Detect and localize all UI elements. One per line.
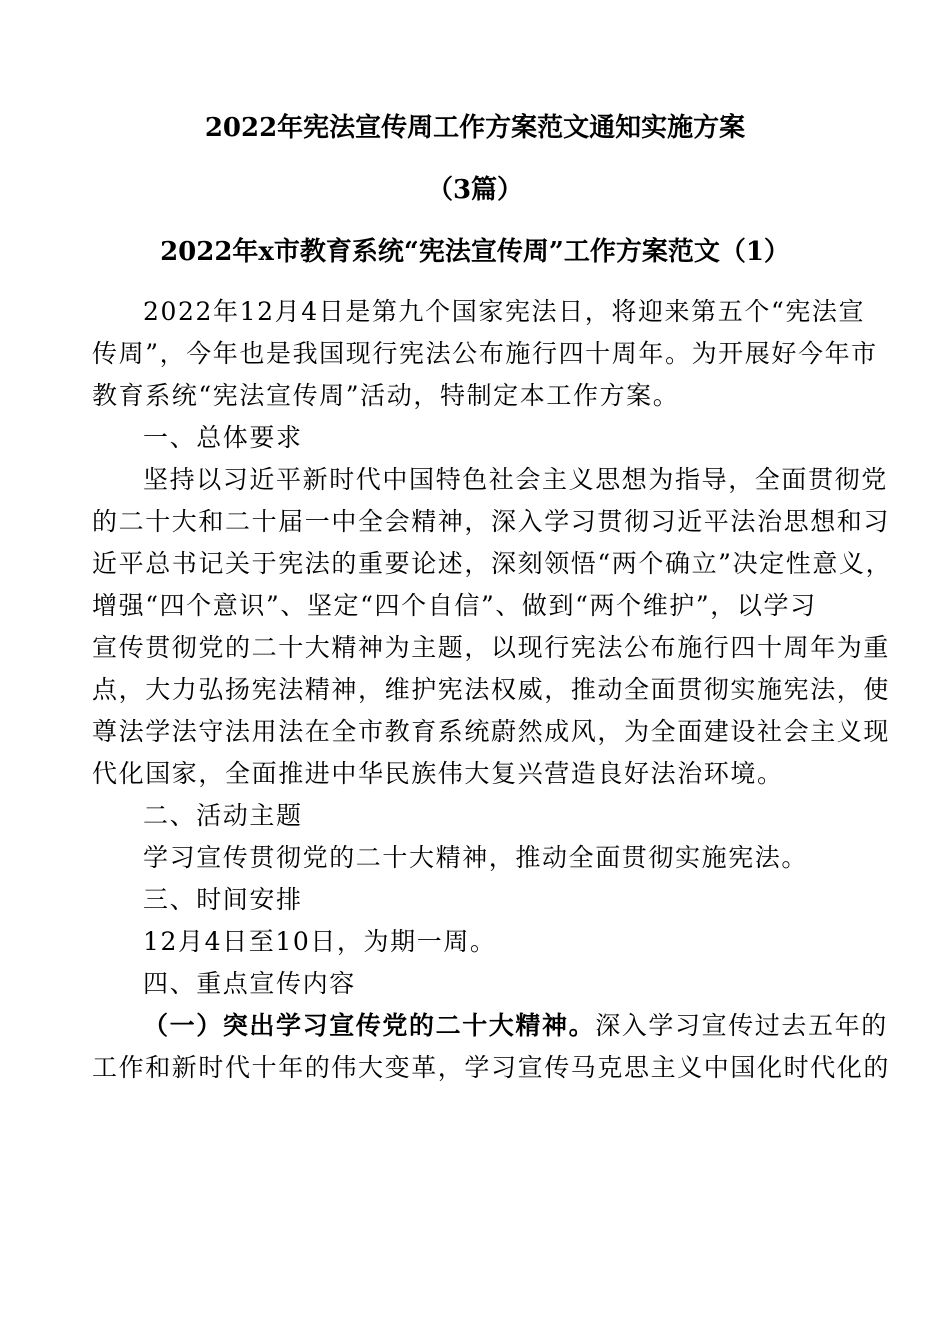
document-subtitle: 2022年x市教育系统“宪法宣传周”工作方案范文（1）: [160, 237, 790, 267]
paragraph-line: 宣传贯彻党的二十大精神为主题，以现行宪法公布施行四十周年为重: [92, 633, 891, 662]
paragraph-line: 12月4日至10日，为期一周。: [143, 927, 497, 956]
paragraph-line: 代化国家，全面推进中华民族伟大复兴营造良好法治环境。: [92, 759, 784, 788]
paragraph-line: 2022年12月4日是第九个国家宪法日，将迎来第五个“宪法宣: [143, 297, 866, 326]
section-heading: 四、重点宣传内容: [143, 969, 356, 998]
document-title: 2022年宪法宣传周工作方案范文通知实施方案: [204, 113, 746, 143]
paragraph-line: 教育系统“宪法宣传周”活动，特制定本工作方案。: [92, 381, 680, 410]
item-heading: （一）突出学习宣传党的二十大精神。: [143, 1011, 596, 1040]
paragraph-line: 的二十大和二十届一中全会精神，深入学习贯彻习近平法治思想和习: [92, 507, 891, 536]
document-title-count: （3篇）: [426, 175, 524, 205]
paragraph-line: [143, 1008, 888, 1044]
paragraph-line: 学习宣传贯彻党的二十大精神，推动全面贯彻实施宪法。: [143, 843, 809, 872]
section-heading: 一、总体要求: [143, 423, 303, 452]
paragraph-line: 工作和新时代十年的伟大变革，学习宣传马克思主义中国化时代化的: [92, 1053, 891, 1082]
paragraph-line: 传周”，今年也是我国现行宪法公布施行四十周年。为开展好今年市: [92, 339, 878, 368]
paragraph-line: 点，大力弘扬宪法精神，维护宪法权威，推动全面贯彻实施宪法，使: [92, 675, 891, 704]
paragraph-line: 坚持以习近平新时代中国特色社会主义思想为指导，全面贯彻党: [143, 465, 888, 494]
section-heading: 三、时间安排: [143, 885, 303, 914]
paragraph-line: 近平总书记关于宪法的重要论述，深刻领悟“两个确立”决定性意义，: [92, 549, 893, 578]
section-heading: 二、活动主题: [143, 801, 303, 830]
paragraph-line: 尊法学法守法用法在全市教育系统蔚然成风，为全面建设社会主义现: [92, 717, 891, 746]
paragraph-line: 增强“四个意识”、坚定“四个自信”、做到“两个维护”，以学习: [92, 591, 817, 620]
item-text: 深入学习宣传过去五年的: [595, 1011, 888, 1040]
